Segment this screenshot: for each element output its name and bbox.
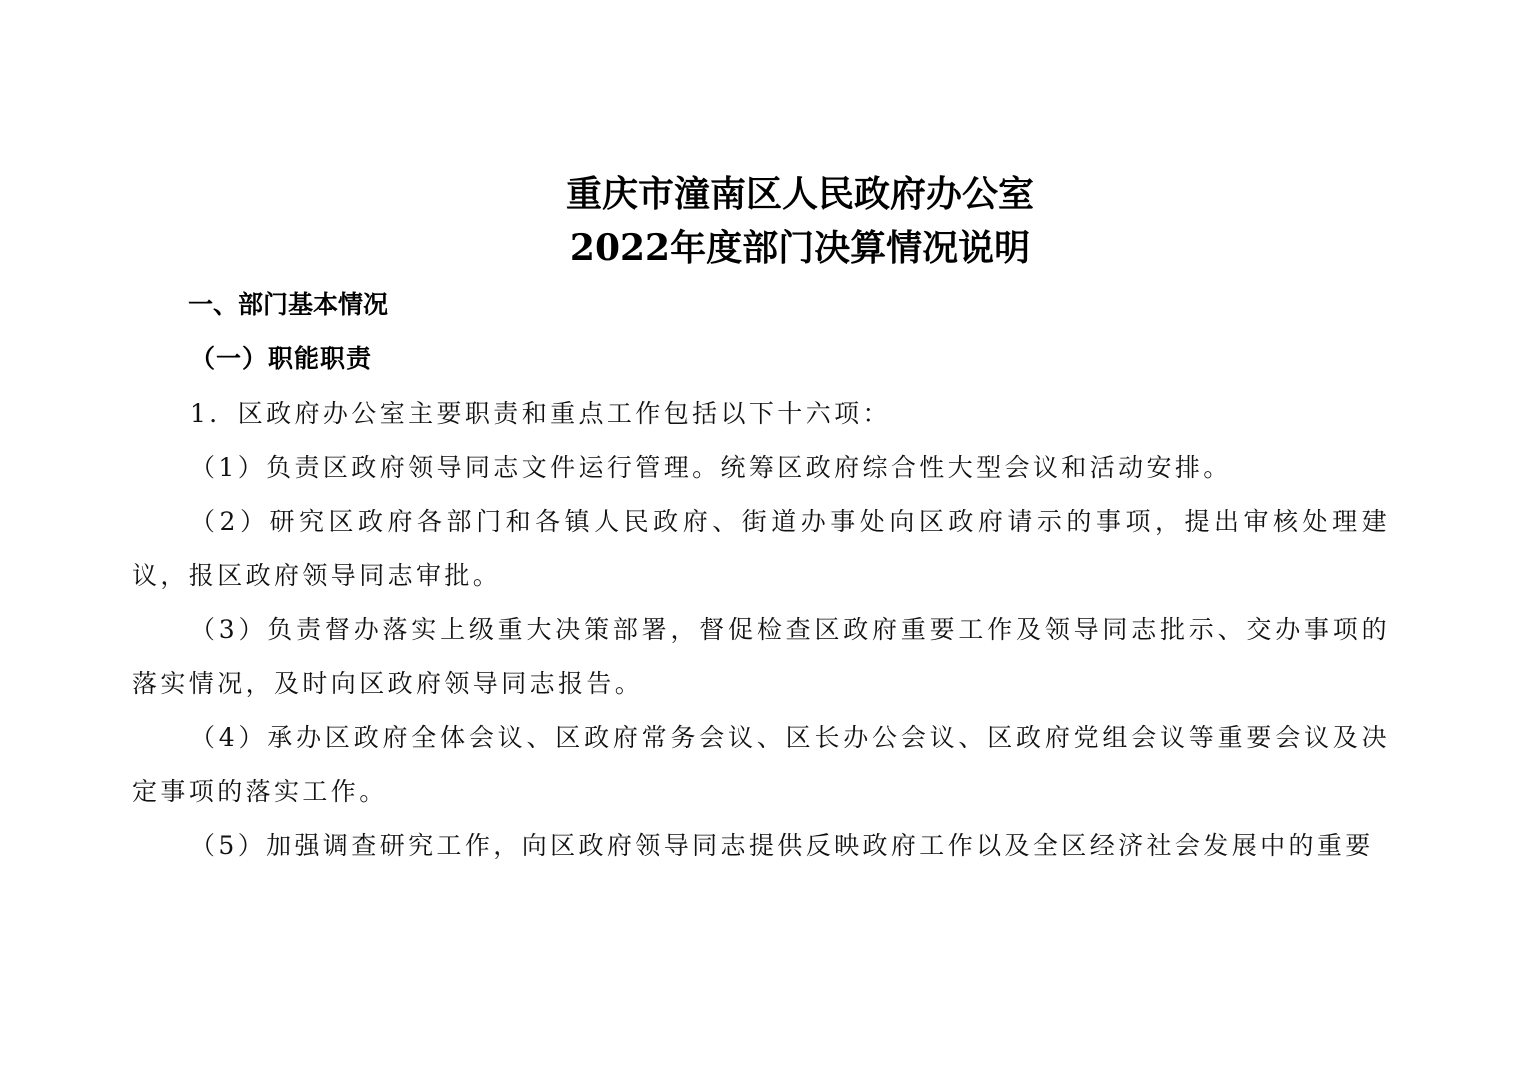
paragraph: （1）负责区政府领导同志文件运行管理。统筹区政府综合性大型会议和活动安排。 — [190, 453, 1232, 482]
paragraph: 1．区政府办公室主要职责和重点工作包括以下十六项： — [190, 399, 891, 428]
section-heading: 一、部门基本情况 — [188, 290, 389, 319]
document-title-line-2: 2022年度部门决算情况说明 — [569, 227, 1031, 269]
paragraph: （2）研究区政府各部门和各镇人民政府、街道办事处向区政府请示的事项，提出审核处理建议，报区政府领导同志审批。 — [132, 507, 1390, 590]
paragraph: （5）加强调查研究工作，向区政府领导同志提供反映政府工作以及全区经济社会发展中的重要 — [190, 831, 1374, 860]
paragraph: （4）承办区政府全体会议、区政府常务会议、区长办公会议、区政府党组会议等重要会议及决定事项的落实工作。 — [132, 723, 1390, 806]
subsection-heading: （一）职能职责 — [190, 344, 373, 373]
document-title-line-1: 重庆市潼南区人民政府办公室 — [565, 173, 1034, 215]
paragraph: （3）负责督办落实上级重大决策部署，督促检查区政府重要工作及领导同志批示、交办事项的落实情况，及时向区政府领导同志报告。 — [132, 615, 1390, 698]
